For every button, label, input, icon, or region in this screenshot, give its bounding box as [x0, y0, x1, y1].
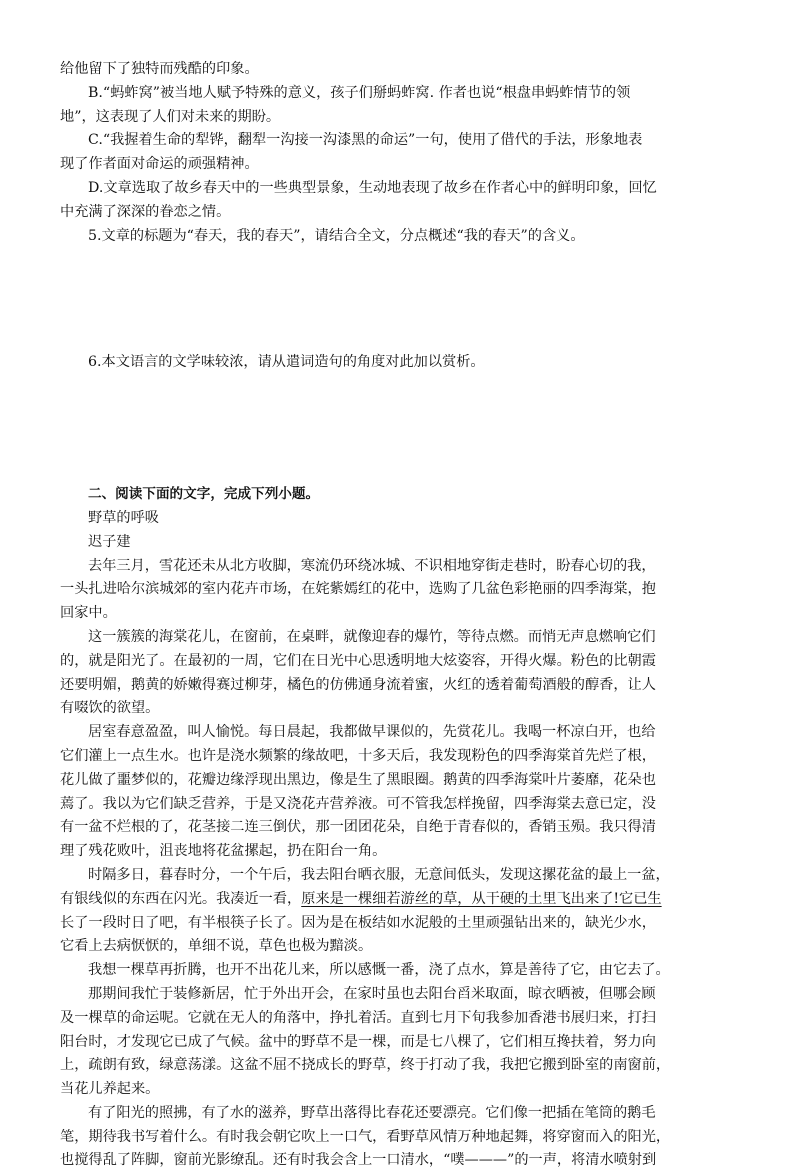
paragraph-line: 阳台时，才发现它已成了气候。盆中的野草不是一棵，而是七八棵了，它们相互搀扶着，努力向 [60, 1033, 656, 1050]
paragraph-line [60, 888, 736, 912]
paragraph-line: 这一簇簇的海棠花儿，在窗前，在桌畔，就像迎春的爆竹，等待点燃。而悄无声息燃响它们 [88, 628, 656, 645]
paragraph-line: 的，就是阳光了。在最初的一周，它们在日光中心思透明地大炫姿容，开得火爆。粉色的比朝霞 [60, 652, 656, 669]
paragraph-line: 一头扎进哈尔滨城郊的室内花卉市场，在姹紫嫣红的花中，选购了几盆色彩艳丽的四季海棠，抱 [60, 581, 656, 598]
paragraph-line: 它们灌上一点生水。也许是浇水频繁的缘故吧，十多天后，我发现粉色的四季海棠首先烂了根， [60, 747, 656, 764]
paragraph-line: 蔫了。我以为它们缺乏营养，于是又浇花卉营养液。可不管我怎样挽留，四季海棠去意已定，没 [60, 795, 656, 812]
question-5: 5.文章的标题为“春天，我的春天”，请结合全文，分点概述“我的春天”的含义。 [88, 227, 585, 244]
text-line: 给他留下了独特而残酷的印象。 [60, 61, 259, 77]
underlined-sentence-tail: 它已生 [619, 890, 662, 907]
option-d-line-2: 中充满了深深的眷恋之情。 [60, 203, 231, 220]
essay-author: 迟子建 [88, 533, 131, 550]
paragraph-line: 还要明媚，鹅黄的娇嫩得赛过柳芽，橘色的仿佛通身流着蜜，火红的透着葡萄酒般的醇香，让人 [60, 676, 656, 693]
paragraph-line: 回家中。 [60, 605, 117, 622]
paragraph-line: 笔，期待我书写着什么。有时我会朝它吹上一口气，看野草风情万种地起舞，将穿窗而入的阳光， [60, 1128, 671, 1145]
paragraph-line: 花儿做了噩梦似的，花瓣边缘浮现出黑边，像是生了黑眼圈。鹅黄的四季海棠叶片萎靡，花朵也 [60, 771, 656, 788]
paragraph-line: 有了阳光的照拂，有了水的滋养，野草出落得比春花还要漂亮。它们像一把插在笔筒的鹅毛 [88, 1104, 656, 1121]
paragraph-line: 有啜饮的欲望。 [60, 700, 160, 717]
document-page [60, 58, 736, 1173]
option-c-line-2: 现了作者面对命运的顽强精神。 [60, 156, 259, 173]
paragraph-line: 那期间我忙于装修新居，忙于外出开会，在家时虽也去阳台舀米取面，晾衣晒被，但哪会顾 [88, 985, 656, 1002]
paragraph-line: 及一棵草的命运呢。它就在无人的角落中，挣扎着活。直到七月下旬我参加香港书展归来，打扫 [60, 1009, 656, 1026]
paragraph-line: 上，疏朗有致，绿意荡漾。这盆不屈不挠成长的野草，终于打动了我，我把它搬到卧室的南窗前， [60, 1057, 671, 1074]
text-span: 有银线似的东西在闪光。我凑近一看， [60, 890, 302, 907]
paragraph-line: 长了一段时日了吧，有半根筷子长了。因为是在板结如水泥般的土里顽强钻出来的，缺光少水， [60, 914, 656, 931]
answer-space-6 [60, 375, 736, 483]
option-b-line-2: 地”，这表现了人们对未来的期盼。 [60, 108, 281, 125]
paragraph-line: 时隔多日，暮春时分，一个午后，我去阳台晒衣服，无意间低头，发现这摞花盆的最上一盆， [88, 866, 670, 883]
answer-space-5 [60, 248, 736, 351]
question-6: 6.本文语言的文学味较浓，请从遣词造句的角度对此加以赏析。 [88, 354, 485, 371]
underlined-sentence: 原来是一棵细若游丝的草，从干硬的土里飞出来了! [301, 890, 620, 907]
paragraph-line: 居室春意盈盈，叫人愉悦。每日晨起，我都做早课似的，先赏花儿。我喝一杯凉白开，也给 [88, 724, 656, 741]
paragraph-line: 当花儿养起来。 [60, 1081, 160, 1098]
paragraph-line: 有一盆不烂根的了，花茎接二连三倒伏，那一团团花朵，自绝于青春似的，香销玉殒。我只得清 [60, 819, 656, 836]
option-c-line-1: C.“我握着生命的犁铧，翻犁一沟接一沟漆黑的命运”一句，使用了借代的手法，形象地表 [88, 132, 643, 149]
paragraph-line: 理了残花败叶，沮丧地将花盆摞起，扔在阳台一角。 [60, 843, 387, 860]
essay-title: 野草的呼吸 [88, 509, 159, 526]
option-d-line-1: D.文章选取了故乡春天中的一些典型景象，生动地表现了故乡在作者心中的鲜明印象，回忆 [88, 179, 657, 196]
paragraph-line: 去年三月，雪花还未从北方收脚，寒流仍环绕冰城、不识相地穿街走巷时，盼春心切的我， [88, 557, 656, 574]
section-heading: 二、阅读下面的文字，完成下列小题。 [88, 486, 320, 503]
paragraph-line: 它看上去病恹恹的，单细不说，草色也极为黯淡。 [60, 938, 373, 955]
paragraph-line: 我想一棵草再折腾，也开不出花儿来，所以感慨一番，浇了点水，算是善待了它，由它去了。 [88, 962, 670, 979]
option-b-line-1: B.“蚂蚱窝”被当地人赋予特殊的意义，孩子们掰蚂蚱窝. 作者也说“根盘串蚂蚱情节的领 [88, 84, 631, 101]
paragraph-line: 也搅得乱了阵脚，窗前光影缭乱。还有时我会含上一口清水，“噗———”的一声，将清水喷射到 [60, 1152, 657, 1169]
